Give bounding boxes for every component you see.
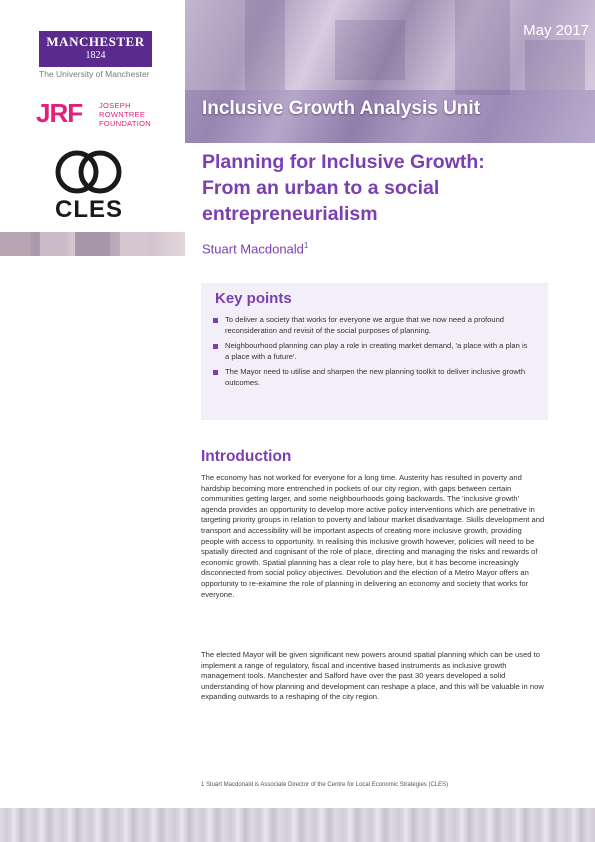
- author: Stuart Macdonald$^1$: [202, 241, 309, 257]
- jrf-wordmark: JOSEPH ROWNTREE FOUNDATION: [99, 101, 152, 128]
- jrf-logo: [36, 98, 166, 130]
- university-name: The University of Manchester: [39, 69, 150, 79]
- page-title: Planning for Inclusive Growth: From an urban to a social entrepreneurialism: [202, 151, 485, 225]
- introduction-paragraph-1: The economy has not worked for everyone for a long time. Austerity has resulted in poverty and hardship becoming more entrenched in pockets of our city region, with gaps between certain communities getting larger, and some neighbourhoods going backwards. The 'inclusive growth' agenda provides an opportunity to develop more active policy interventions which are penetrative in targeting priority groups in relation to poverty and labour market disadvantage. Skills development and transport and accessibility will be important aspects of creating more inclusive growth, providing people with access to opportunity. In realising this inclusive growth however, policies will need to be spatially directed and cognisant of the role of place, directing and managing the risks and rewards of economic growth. Spatial planning has a clear role to play here, but it has become increasingly disconnected from social policy objectives. Devolution and the election of a Metro Mayor offers an opportunity to re-examine the role of planning in delivering an economy and society that works for everyone.: [201, 473, 545, 599]
- jrf-mark: JRF: [36, 98, 83, 128]
- key-points-box: [201, 283, 548, 420]
- photo-strip-left: [0, 232, 185, 256]
- list-item: The Mayor need to utilise and sharpen the new planning toolkit to deliver inclusive growth outcomes.: [213, 367, 531, 388]
- bullet-icon: [213, 370, 218, 375]
- footnote-marker: 1: [303, 241, 309, 250]
- logo-column: [0, 0, 185, 232]
- bullet-icon: [213, 318, 218, 323]
- university-of-manchester-logo: MANCHESTER 1824: [39, 31, 152, 67]
- cles-rings-icon: [50, 148, 130, 198]
- list-item: To deliver a society that works for everyone we argue that we now need a profound reconsideration and revisit of the social purposes of planning.: [213, 315, 531, 336]
- unit-title: Inclusive Growth Analysis Unit: [202, 98, 481, 119]
- introduction-heading: Introduction: [201, 448, 292, 465]
- introduction-paragraph-2: The elected Mayor will be given significant new powers around spatial planning which can be used to implement a range of regulatory, fiscal and incentive based instruments as inclusive growth management tools. Manchester and Salford have over the past 30 years developed a solid understanding of how planning and development can reshape a place, and this will be valuable in now expanding outwards to a reshaping of the city region.: [201, 650, 544, 702]
- list-item: Neighbourhood planning can play a role in creating market demand, 'a place with a plan is a place with a future'.: [213, 341, 531, 362]
- key-points-heading: Key points: [215, 290, 292, 307]
- footnote: 1 Stuart Macdonald is Associate Director of the Centre for Local Economic Strategies (CLES): [201, 782, 449, 788]
- publication-date: May 2017: [523, 22, 589, 39]
- cles-logo: [50, 148, 130, 224]
- photo-strip-bottom: [0, 808, 595, 842]
- key-points-list: [213, 315, 531, 393]
- bullet-icon: [213, 344, 218, 349]
- cles-wordmark: CLES: [55, 196, 124, 223]
